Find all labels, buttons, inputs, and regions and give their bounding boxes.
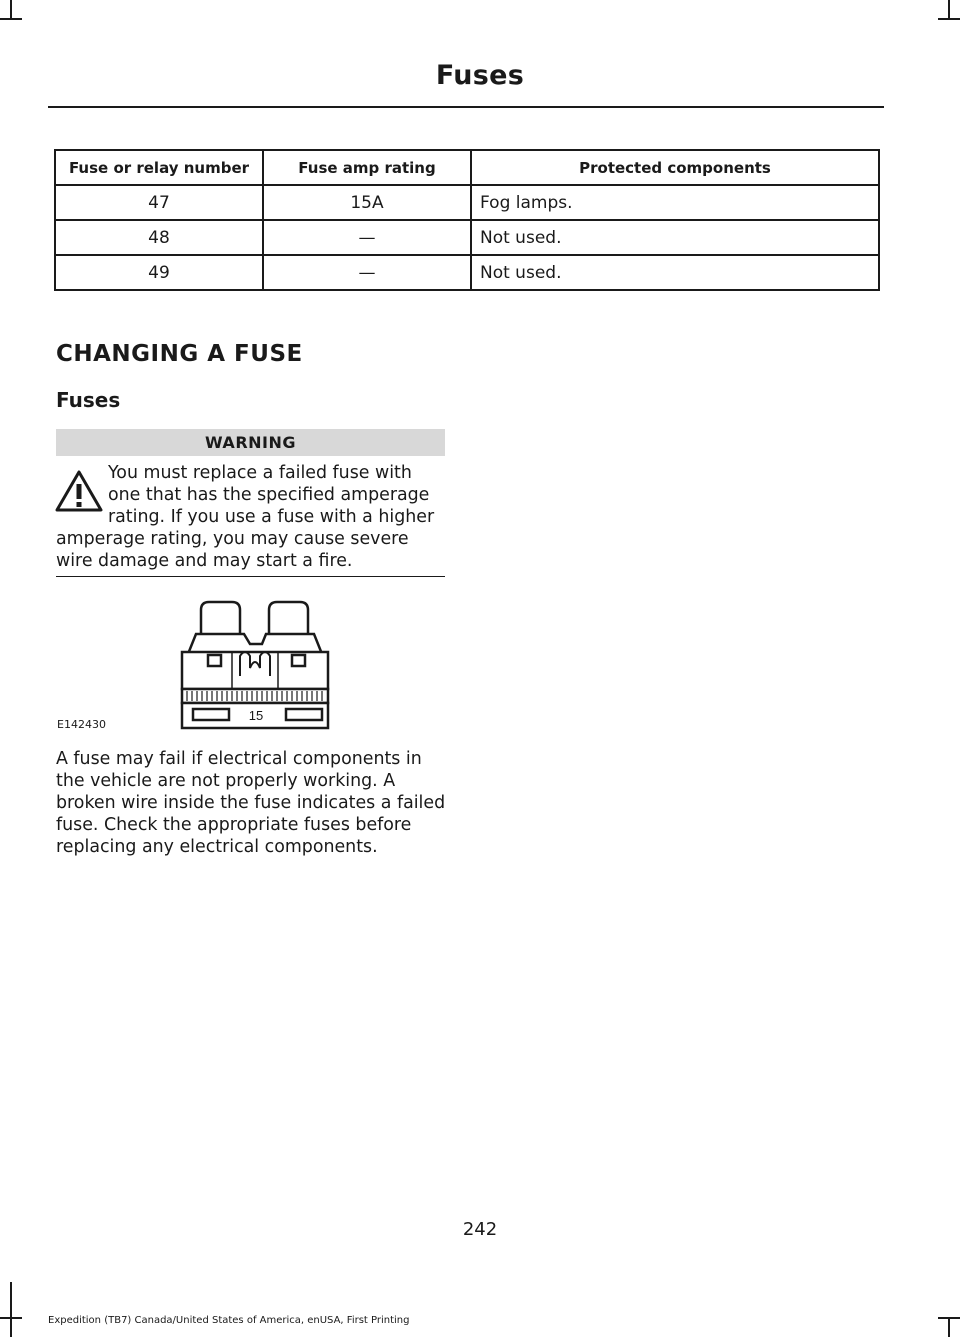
warning-text-block [56,462,448,572]
warning-label: WARNING [56,429,445,456]
table-row [55,185,879,220]
header-divider [48,106,884,108]
crop-mark [0,1317,22,1319]
component-cell: Fog lamps. [471,185,879,220]
section-heading: CHANGING A FUSE [56,341,303,367]
figure-code: E142430 [57,718,106,731]
fuse-illustration [56,596,445,736]
page-title: Fuses [435,60,525,91]
column-header: Protected components [471,150,879,185]
fuse-table [54,149,880,291]
table-row [55,255,879,290]
crop-mark [948,1317,950,1337]
crop-mark [10,0,12,20]
component-cell: Not used. [471,220,879,255]
warning-divider [56,576,445,577]
amp-rating-cell: — [263,255,471,290]
crop-mark [0,18,22,20]
component-cell: Not used. [471,255,879,290]
table-row [55,220,879,255]
amp-rating-cell: 15A [263,185,471,220]
crop-mark [948,0,950,20]
amp-rating-cell: — [263,220,471,255]
page-number: 242 [462,1219,498,1240]
table-header-row [55,150,879,185]
crop-mark [938,18,960,20]
column-header: Fuse amp rating [263,150,471,185]
crop-mark [10,1282,12,1337]
column-header: Fuse or relay number [55,150,263,185]
fuse-number-cell: 49 [55,255,263,290]
crop-mark [938,1317,960,1319]
fuse-rating-label: 15 [248,708,264,723]
fuse-number-cell: 48 [55,220,263,255]
fuse-number-cell: 47 [55,185,263,220]
body-paragraph: A fuse may fail if electrical components in the vehicle are not properly working. A broken wire inside the fuse indicates a failed fuse. Check the appropriate fuses before replacing any electrical components. [56,749,446,857]
footer-text: Expedition (TB7) Canada/United States of America, enUSA, First Printing [48,1315,410,1326]
warning-text: You must replace a failed fuse with one that has the specified amperage rating. If you use a fuse with a higher amperage rating, you may cause severe wire damage and may start a fire. [56,463,435,571]
sub-heading: Fuses [56,388,121,412]
